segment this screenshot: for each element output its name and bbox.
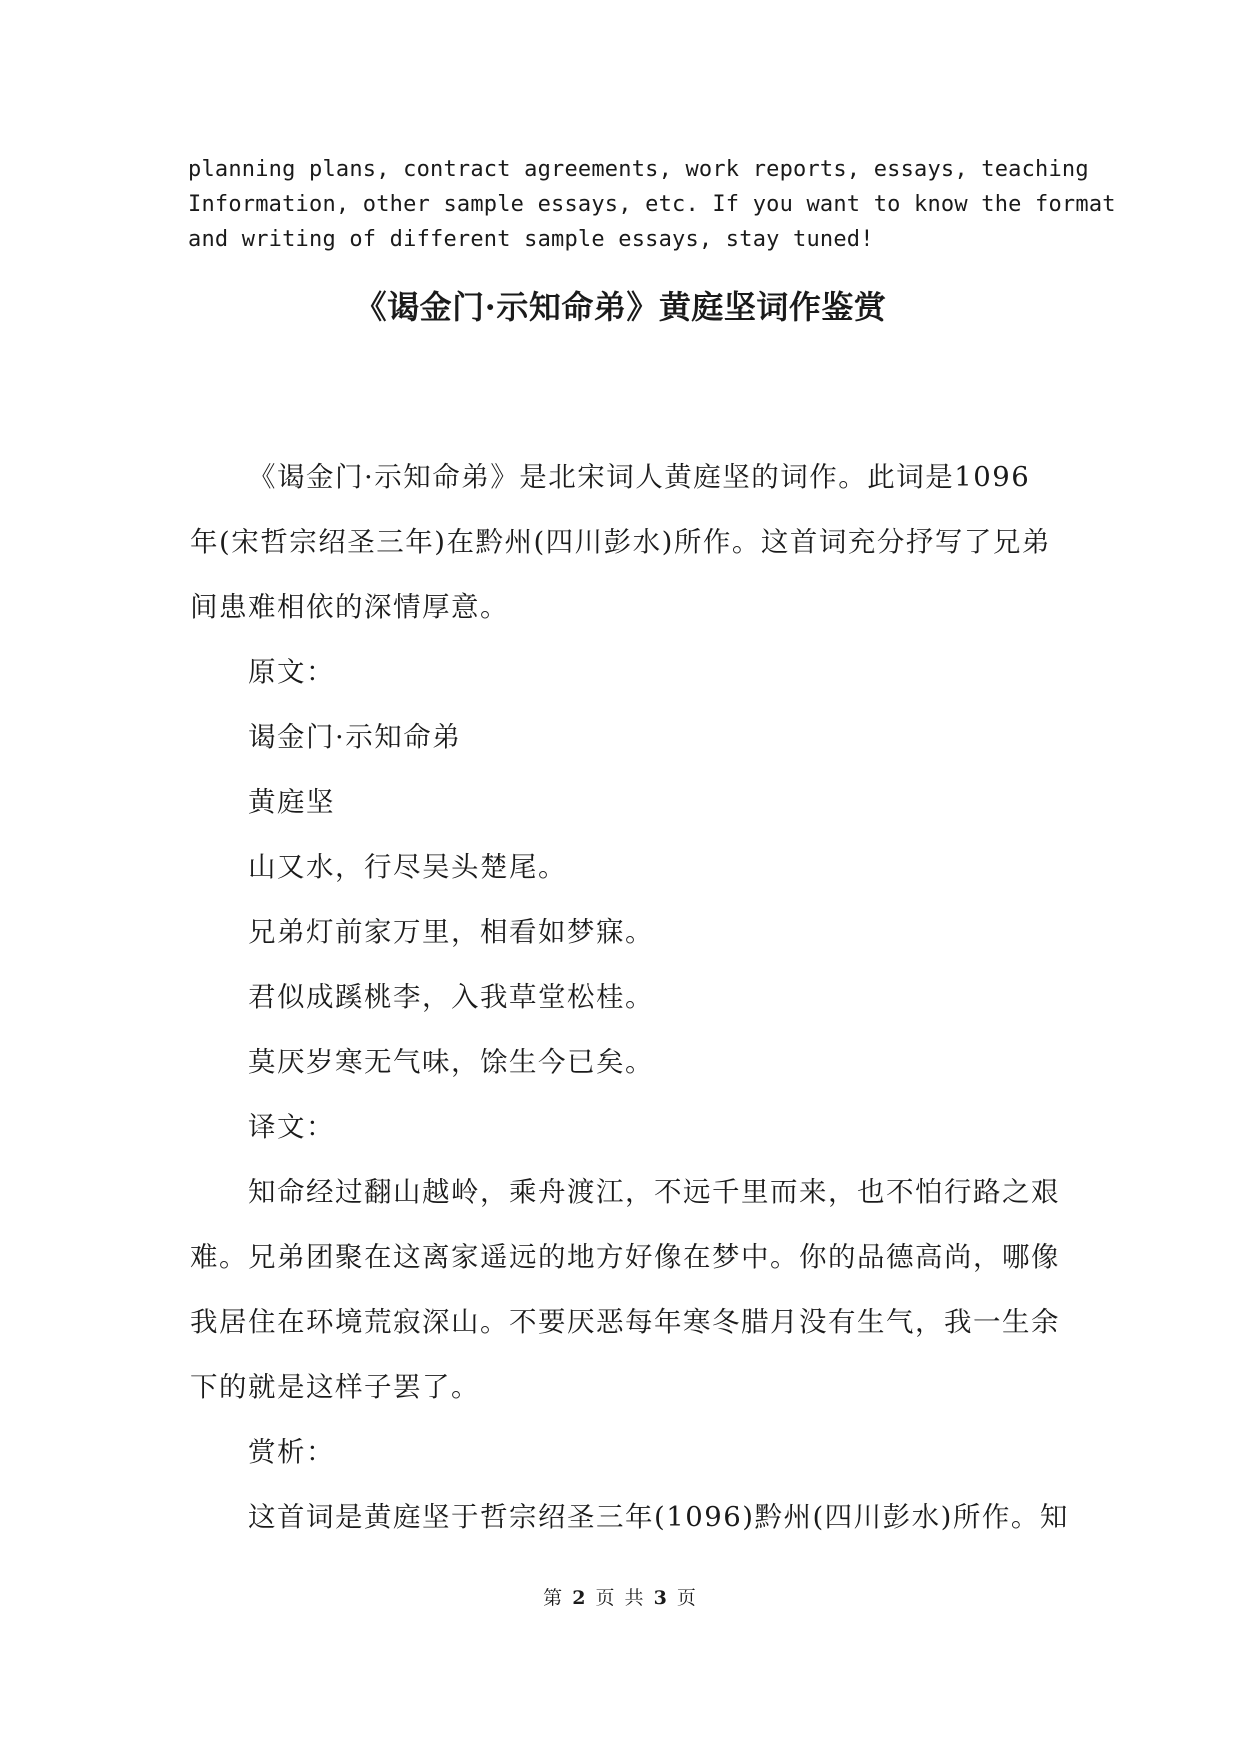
page-title: 《谒金门·示知命弟》黄庭坚词作鉴赏 — [354, 288, 887, 326]
poem-line: 山又水，行尽吴头楚尾。 — [248, 851, 567, 883]
poem-author: 黄庭坚 — [248, 786, 335, 818]
poem-line: 莫厌岁寒无气味，馀生今已矣。 — [248, 1046, 654, 1078]
footer-page-number: 2 — [572, 1587, 588, 1609]
intro-line: Information, other sample essays, etc. If you want to know the format — [188, 192, 1116, 217]
translation-line: 我居住在环境荒寂深山。不要厌恶每年寒冬腊月没有生气，我一生余 — [190, 1306, 1060, 1338]
paragraph-line: 间患难相依的深情厚意。 — [190, 591, 509, 623]
paragraph-line: 年(宋哲宗绍圣三年)在黔州(四川彭水)所作。这首词充分抒写了兄弟 — [190, 526, 1051, 558]
poem-title: 谒金门·示知命弟 — [248, 721, 462, 753]
translation-label: 译文： — [248, 1111, 335, 1143]
translation-line: 下的就是这样子罢了。 — [190, 1371, 480, 1403]
poem-line: 君似成蹊桃李，入我草堂松桂。 — [248, 981, 654, 1013]
appreciation-line: 这首词是黄庭坚于哲宗绍圣三年(1096)黔州(四川彭水)所作。知 — [248, 1501, 1069, 1533]
translation-line: 知命经过翻山越岭，乘舟渡江，不远千里而来，也不怕行路之艰 — [248, 1176, 1060, 1208]
poem-line: 兄弟灯前家万里，相看如梦寐。 — [248, 916, 654, 948]
appreciation-label: 赏析： — [248, 1436, 335, 1468]
translation-line: 难。兄弟团聚在这离家遥远的地方好像在梦中。你的品德高尚，哪像 — [190, 1241, 1060, 1273]
footer-prefix: 第 — [543, 1587, 565, 1609]
intro-text — [188, 152, 1116, 257]
footer-suffix: 页 — [676, 1587, 698, 1609]
original-label: 原文： — [248, 656, 335, 688]
paragraph-line: 《谒金门·示知命弟》是北宋词人黄庭坚的词作。此词是1096 — [248, 461, 1031, 493]
intro-line: and writing of different sample essays, stay tuned! — [188, 227, 874, 252]
intro-line: planning plans, contract agreements, work reports, essays, teaching — [188, 157, 1089, 182]
footer-middle: 页 共 — [595, 1587, 646, 1609]
footer-total-pages: 3 — [653, 1587, 669, 1609]
page-footer — [0, 1586, 1241, 1610]
article-body — [190, 445, 1069, 1550]
